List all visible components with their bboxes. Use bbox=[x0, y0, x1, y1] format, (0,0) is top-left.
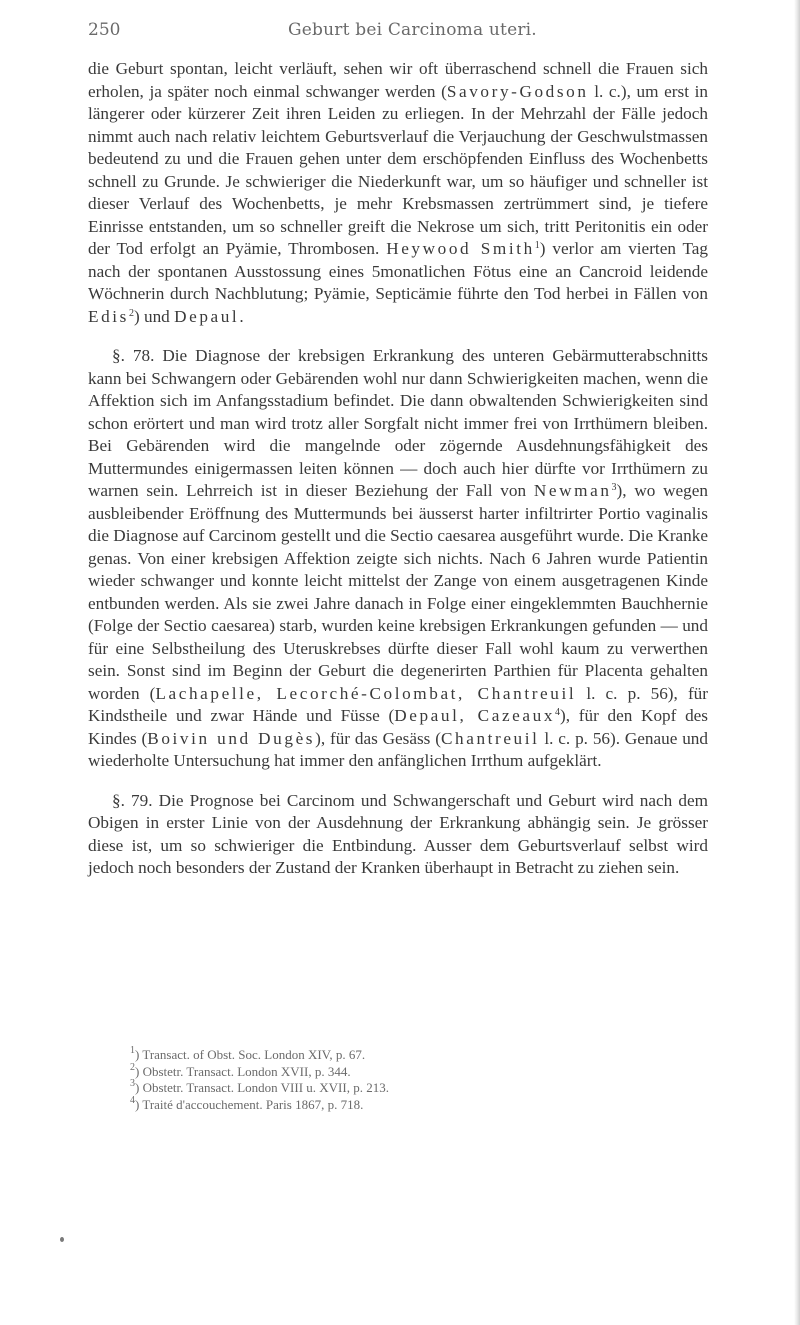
footnotes bbox=[130, 1047, 690, 1113]
running-title: Geburt bei Carcinoma uteri. bbox=[288, 20, 537, 40]
scan-speck bbox=[60, 1237, 64, 1242]
paragraph-3: §. 79. Die Prognose bei Carcinom und Schwangerschaft und Geburt wird nach dem Obigen in erster Linie von der Ausdehnung der Erkrankung abhängig sein. Je grösser diese ist, um so schwieriger die Entbindung. Ausser dem Geburtsverlauf selbst wird jedoch noch besonders der Zustand der Kranken überhaupt in Betracht zu ziehen sein. bbox=[88, 790, 708, 877]
paragraph-1: die Geburt spontan, leicht verläuft, sehen wir oft überraschend schnell die Frauen sich erholen, ja später noch einmal schwanger werden (Savory-Godson l. c.), um erst in längerer oder kürzerer Zeit ihren Leiden zu erliegen. In der Mehrzahl der Fälle jedoch nimmt auch nach relativ leichtem Geburtsverlauf die Verjauchung der Geschwulstmassen bedeutend zu und die Frauen gehen unter dem erschöpfenden Einfluss des Wochenbetts schnell zu Grunde. Je schwieriger die Niederkunft war, um so häufiger und schneller ist dieser Verlauf des Wochenbetts, je mehr Krebsmassen zertrümmert sind, je tiefere Einrisse entstanden, um so schneller greift die Nekrose um sich, tritt Peritonitis ein oder der Tod erfolgt an Pyämie, Thrombosen. Heywood Smith$^1$) verlor am vierten Tag nach der spontanen Ausstossung eines 5monatlichen Fötus eine an Cancroid leidende Wöchnerin durch Nachblutung; Pyämie, Septicämie führte den Tod herbei in Fällen von Edis$^2$) und Depaul. bbox=[88, 59, 709, 326]
footnote: $^1$) Transact. of Obst. Soc. London XIV, p. 67. bbox=[130, 1045, 366, 1062]
author-name: Chantreuil bbox=[440, 728, 540, 748]
scan-edge-shadow bbox=[794, 0, 800, 1325]
footnote-ref: 3 bbox=[611, 482, 617, 493]
author-name: Boivin und Dugès bbox=[147, 728, 316, 748]
footnote-ref: 2 bbox=[128, 307, 134, 319]
footnote: $^4$) Traité d'accouchement. Paris 1867, p. 718. bbox=[130, 1094, 364, 1112]
author-name: Depaul bbox=[174, 306, 240, 326]
footnote: $^3$) Obstetr. Transact. London VIII u. XVII, p. 213. bbox=[130, 1078, 389, 1095]
author-name: Newman bbox=[533, 481, 612, 500]
author-name: Lachapelle, Lecorché-Colombat, Chantreuil bbox=[155, 683, 577, 703]
footnote-ref: 4 bbox=[555, 707, 561, 718]
author-name: Depaul, Cazeaux bbox=[394, 706, 556, 725]
author-name: Heywood Smith bbox=[386, 239, 535, 258]
footnote: $^2$) Obstetr. Transact. London XVII, p. 344. bbox=[130, 1061, 351, 1079]
page-number: 250 bbox=[88, 20, 121, 40]
footnote-ref: 1 bbox=[534, 240, 540, 251]
body-text bbox=[88, 58, 708, 880]
page-header bbox=[88, 20, 708, 50]
paragraph-2: §. 78. Die Diagnose der krebsigen Erkrankung des unteren Gebärmutterabschnitts kann bei Schwangern oder Gebärenden wohl nur dann Schwierigkeiten machen, wenn die Affektion sich im Anfangsstadium befindet. Die dann obwaltenden Schwierigkeiten sind schon erörtert und man wird trotz aller Sorgfalt nicht immer frei von Irrthümern bleiben. Bei Gebärenden wird die mangelnde oder zögernde Ausdehnungsfähigkeit des Muttermundes einigermassen leiten können — doch auch hier dürfte vor Irrthümern zu warnen sein. Lehrreich ist in dieser Beziehung der Fall von Newman$^3$), wo wegen ausbleibender Eröffnung des Muttermunds bei äusserst harter infiltrirter Portio vaginalis die Diagnose auf Carcinom gestellt und die Sectio caesarea ausgeführt wurde. Die Kranke genas. Von einer krebsigen Affektion zeigte sich nichts. Nach 6 Jahren wurde Patientin wieder schwanger und konnte leicht mittelst der Zange von einem ausgetragenen Kinde entbunden werden. Als sie zwei Jahre danach in Folge einer eingeklemmten Bauchhernie (Folge der Sectio caesarea) starb, wurden keine krebsigen Erkrankungen gefunden — und für eine Selbstheilung des Uteruskrebses dürfte dieser Fall wohl kaum zu verwerthen sein. Sonst sind im Beginn der Geburt die degenerirten Parthien für Placenta gehalten worden (Lachapelle, Lecorché-Colombat, Chantreuil l. c. p. 56), für Kindstheile und zwar Hände und Füsse (Depaul, Cazeaux$^4$), für den Kopf des Kindes (Boivin und Dugès), für das Gesäss (Chantreuil l. c. p. 56). Genaue und wiederholte Untersuchung hat immer den anfänglichen Irrthum aufgeklärt. bbox=[88, 346, 708, 770]
author-name: Savory-Godson bbox=[446, 81, 589, 101]
author-name: Edis bbox=[88, 306, 129, 326]
